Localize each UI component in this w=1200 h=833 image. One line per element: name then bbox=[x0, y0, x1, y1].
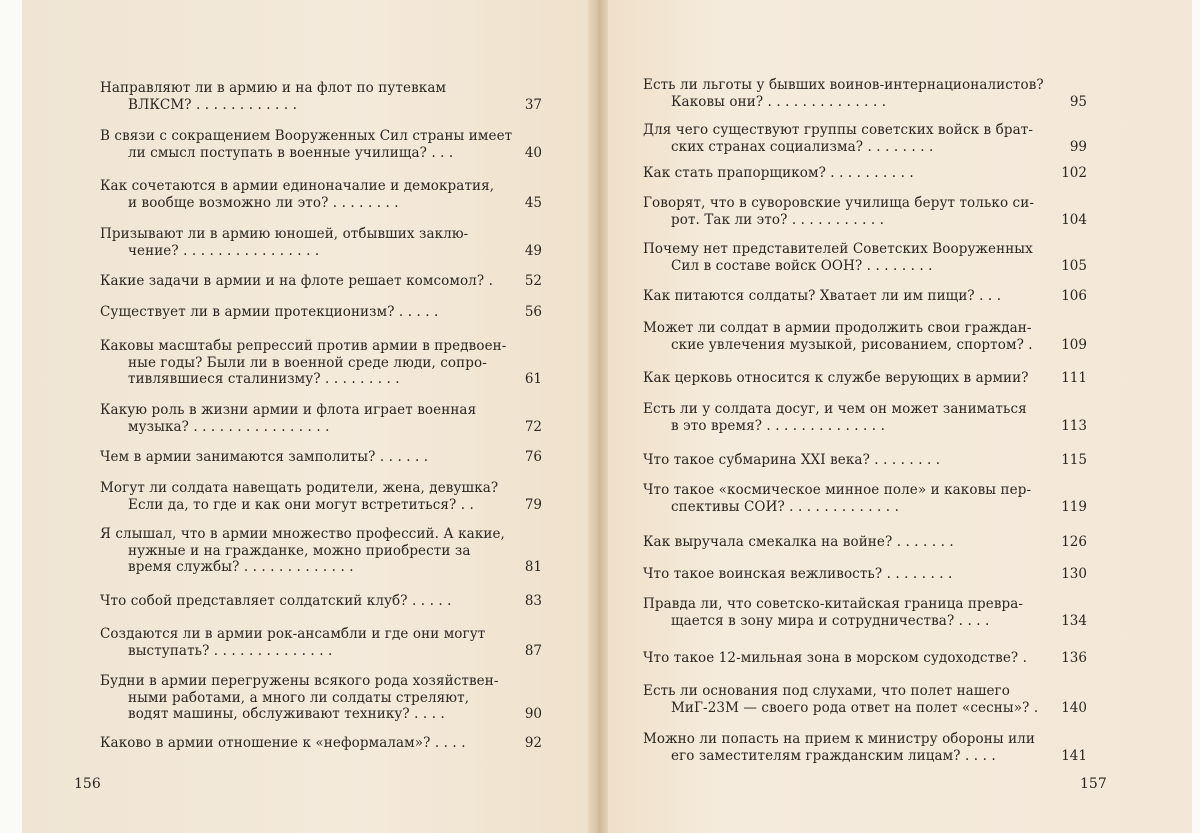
toc-page-number: 104 bbox=[1061, 211, 1087, 228]
toc-entry-text: Почему нет представителей Советских Вооруженных bbox=[643, 241, 1033, 257]
toc-entry bbox=[100, 80, 446, 113]
toc-entry-text: ные годы? Были ли в военной среде люди, сопро- bbox=[128, 354, 487, 371]
toc-entry-text: Правда ли, что советско-китайская граница превра- bbox=[643, 596, 1024, 612]
toc-entry-text: Что собой представляет солдатский клуб? . . . . . bbox=[100, 593, 452, 609]
toc-page-number: 37 bbox=[524, 96, 542, 113]
toc-page-number: 83 bbox=[524, 593, 542, 609]
toc-entry-text: Как питаются солдаты? Хватает ли им пищи? . . . bbox=[643, 288, 1002, 304]
toc-entry bbox=[643, 241, 1033, 274]
toc-entry-text: Для чего существуют группы советских войск в брат- bbox=[643, 122, 1033, 138]
toc-entry-text: Существует ли в армии протекционизм? . . . . . bbox=[100, 304, 439, 320]
toc-entry-text: Что такое субмарина XXI века? . . . . . . . . bbox=[643, 452, 941, 468]
toc-page-number: 140 bbox=[1061, 699, 1087, 716]
toc-entry-text: Что такое «космическое минное поле» и каковы пер- bbox=[643, 482, 1032, 498]
toc-entry-text: и вообще возможно ли это? . . . . . . . . bbox=[128, 194, 399, 211]
toc-entry-text: Как стать прапорщиком? . . . . . . . . . . bbox=[643, 165, 914, 181]
toc-entry-text: музыка? . . . . . . . . . . . . . . . . bbox=[128, 418, 330, 435]
toc-page-number: 56 bbox=[524, 304, 542, 320]
toc-entry bbox=[100, 338, 506, 388]
toc-entry-text: ские увлечения музыкой, рисованием, спортом? . bbox=[671, 336, 1033, 353]
toc-entry bbox=[643, 566, 952, 583]
toc-page-number: 119 bbox=[1061, 498, 1087, 515]
toc-entry-text: рот. Так ли это? . . . . . . . . . . . bbox=[671, 211, 885, 228]
toc-page-number: 99 bbox=[1069, 138, 1087, 155]
toc-entry bbox=[643, 650, 1027, 667]
toc-entry-text: Есть ли у солдата досуг, и чем он может заниматься bbox=[643, 401, 1027, 417]
toc-entry-text: водят машины, обслуживают технику? . . . . bbox=[128, 706, 445, 722]
toc-page-number: 52 bbox=[524, 273, 542, 289]
toc-entry bbox=[643, 165, 914, 182]
toc-entry bbox=[100, 402, 476, 435]
toc-entry bbox=[100, 304, 438, 321]
toc-entry bbox=[100, 626, 485, 659]
toc-page-number: 49 bbox=[524, 242, 542, 259]
toc-entry bbox=[643, 320, 1033, 353]
toc-page-number: 92 bbox=[524, 735, 542, 751]
toc-page-number: 76 bbox=[524, 449, 542, 465]
toc-entry bbox=[100, 673, 499, 723]
toc-page-number: 61 bbox=[524, 371, 542, 387]
toc-entry bbox=[643, 122, 1033, 155]
toc-page-number: 95 bbox=[1069, 93, 1087, 110]
toc-entry bbox=[100, 480, 498, 513]
toc-page-number: 79 bbox=[524, 496, 542, 513]
toc-page-number: 109 bbox=[1061, 336, 1087, 353]
toc-entry-text: Я слышал, что в армии множество профессий. А какие, bbox=[100, 526, 505, 542]
toc-entry-text: Как церковь относится к службе верующих в армии? bbox=[643, 370, 1029, 386]
toc-entry bbox=[643, 370, 1029, 387]
toc-entry-text: чение? . . . . . . . . . . . . . . . . bbox=[128, 242, 320, 259]
toc-entry-text: Сил в составе войск ООН? . . . . . . . . bbox=[671, 257, 933, 274]
toc-page-number: 126 bbox=[1061, 534, 1087, 550]
toc-entry-text: Каково в армии отношение к «неформалам»? . . . . bbox=[100, 735, 466, 751]
toc-entry bbox=[100, 526, 505, 576]
toc-entry-text: время службы? . . . . . . . . . . . . . bbox=[128, 559, 354, 575]
toc-page-number: 141 bbox=[1061, 747, 1087, 764]
toc-entry-text: Будни в армии перегружены всякого рода хозяйствен- bbox=[100, 673, 499, 689]
toc-entry-text: Могут ли солдата навещать родители, жена, девушка? bbox=[100, 480, 499, 496]
toc-entry-text: в это время? . . . . . . . . . . . . . . bbox=[671, 417, 885, 434]
toc-page-number: 90 bbox=[524, 706, 542, 722]
toc-entry-text: спективы СОИ? . . . . . . . . . . . . . bbox=[671, 498, 899, 515]
toc-page-number: 105 bbox=[1061, 257, 1087, 274]
toc-entry-text: Может ли солдат в армии продолжить свои граждан- bbox=[643, 320, 1032, 336]
toc-entry-text: ными работами, а много ли солдаты стреляют, bbox=[128, 689, 470, 706]
toc-entry-text: тивлявшиеся сталинизму? . . . . . . . . . bbox=[128, 371, 400, 387]
toc-entry-text: его заместителям гражданским лицам? . . . . bbox=[671, 747, 996, 764]
toc-entry-text: Создаются ли в армии рок-ансамбли и где они могут bbox=[100, 626, 486, 642]
toc-entry-text: щается в зону мира и сотрудничества? . . . . bbox=[671, 612, 990, 629]
toc-entry bbox=[100, 593, 452, 610]
toc-entry bbox=[100, 449, 428, 466]
toc-entry-text: Какие задачи в армии и на флоте решает комсомол? . bbox=[100, 273, 493, 289]
toc-page-number: 134 bbox=[1061, 612, 1087, 629]
toc-entry-text: Если да, то где и как они могут встретиться? . . bbox=[128, 496, 474, 513]
toc-entry-text: Направляют ли в армию и на флот по путевкам bbox=[100, 80, 447, 96]
toc-entry-text: Говорят, что в суворовские училища берут только си- bbox=[643, 195, 1034, 211]
toc-page-number: 113 bbox=[1061, 417, 1087, 434]
toc-entry bbox=[100, 128, 512, 161]
toc-entry-text: нужные и на гражданке, можно приобрести за bbox=[128, 542, 471, 559]
toc-page-number: 130 bbox=[1061, 566, 1087, 582]
toc-entry-text: Как сочетаются в армии единоначалие и демократия, bbox=[100, 178, 495, 194]
toc-entry-text: Можно ли попасть на прием к министру обороны или bbox=[643, 731, 1035, 747]
toc-page-number: 102 bbox=[1061, 165, 1087, 181]
toc-entry-text: Каковы масштабы репрессий против армии в предвоен- bbox=[100, 338, 507, 354]
toc-page-number: 45 bbox=[524, 194, 542, 211]
toc-entry bbox=[643, 534, 954, 551]
toc-entry-text: Что такое 12-мильная зона в морском судоходстве? . bbox=[643, 650, 1028, 666]
toc-entry bbox=[643, 452, 940, 469]
toc-page-number: 87 bbox=[524, 642, 542, 659]
toc-entry-text: выступать? . . . . . . . . . . . . . . bbox=[128, 642, 333, 659]
toc-entry-text: Призывают ли в армию юношей, отбывших заклю- bbox=[100, 226, 469, 242]
toc-entry bbox=[643, 482, 1031, 515]
toc-entry bbox=[100, 273, 493, 290]
toc-page-number: 136 bbox=[1061, 650, 1087, 666]
toc-entry bbox=[100, 178, 494, 211]
toc-entry-text: Чем в армии занимаются замполиты? . . . . . . bbox=[100, 449, 429, 465]
toc-page-number: 106 bbox=[1061, 288, 1087, 304]
toc-entry-text: Как выручала смекалка на войне? . . . . . . . bbox=[643, 534, 954, 550]
toc-entry-text: Какую роль в жизни армии и флота играет военная bbox=[100, 402, 477, 418]
toc-entry bbox=[643, 683, 1038, 716]
toc-page-number: 81 bbox=[524, 559, 542, 575]
page-number-right: 157 bbox=[1080, 776, 1107, 792]
toc-entry bbox=[643, 195, 1034, 228]
toc-page-number: 40 bbox=[524, 144, 542, 161]
toc-entry bbox=[643, 401, 1027, 434]
toc-entry bbox=[643, 288, 1001, 305]
toc-page-number: 111 bbox=[1061, 370, 1087, 386]
toc-entry-text: ли смысл поступать в военные училища? . . . bbox=[128, 144, 454, 161]
toc-entry bbox=[100, 735, 466, 752]
toc-entry-text: Есть ли льготы у бывших воинов-интернационалистов? bbox=[643, 77, 1044, 93]
toc-entry bbox=[643, 596, 1023, 629]
toc-entry-text: Что такое воинская вежливость? . . . . . . . . bbox=[643, 566, 953, 582]
toc-entry bbox=[100, 226, 468, 259]
toc-entry-text: Есть ли основания под слухами, что полет нашего bbox=[643, 683, 1010, 699]
toc-page-number: 115 bbox=[1061, 452, 1087, 468]
toc-entry-text: Каковы они? . . . . . . . . . . . . . . bbox=[671, 93, 887, 110]
toc-entry bbox=[643, 731, 1035, 764]
toc-entry-text: В связи с сокращением Вооруженных Сил страны имеет bbox=[100, 128, 513, 144]
book-gutter bbox=[588, 0, 608, 833]
toc-page-number: 72 bbox=[524, 418, 542, 435]
toc-entry bbox=[643, 77, 1044, 110]
toc-entry-text: ВЛКСМ? . . . . . . . . . . . . bbox=[128, 96, 298, 113]
page-number-left: 156 bbox=[74, 776, 101, 792]
toc-entry-text: МиГ-23М — своего рода ответ на полет «сесны»? . bbox=[671, 699, 1039, 716]
toc-entry-text: ских странах социализма? . . . . . . . . bbox=[671, 138, 934, 155]
